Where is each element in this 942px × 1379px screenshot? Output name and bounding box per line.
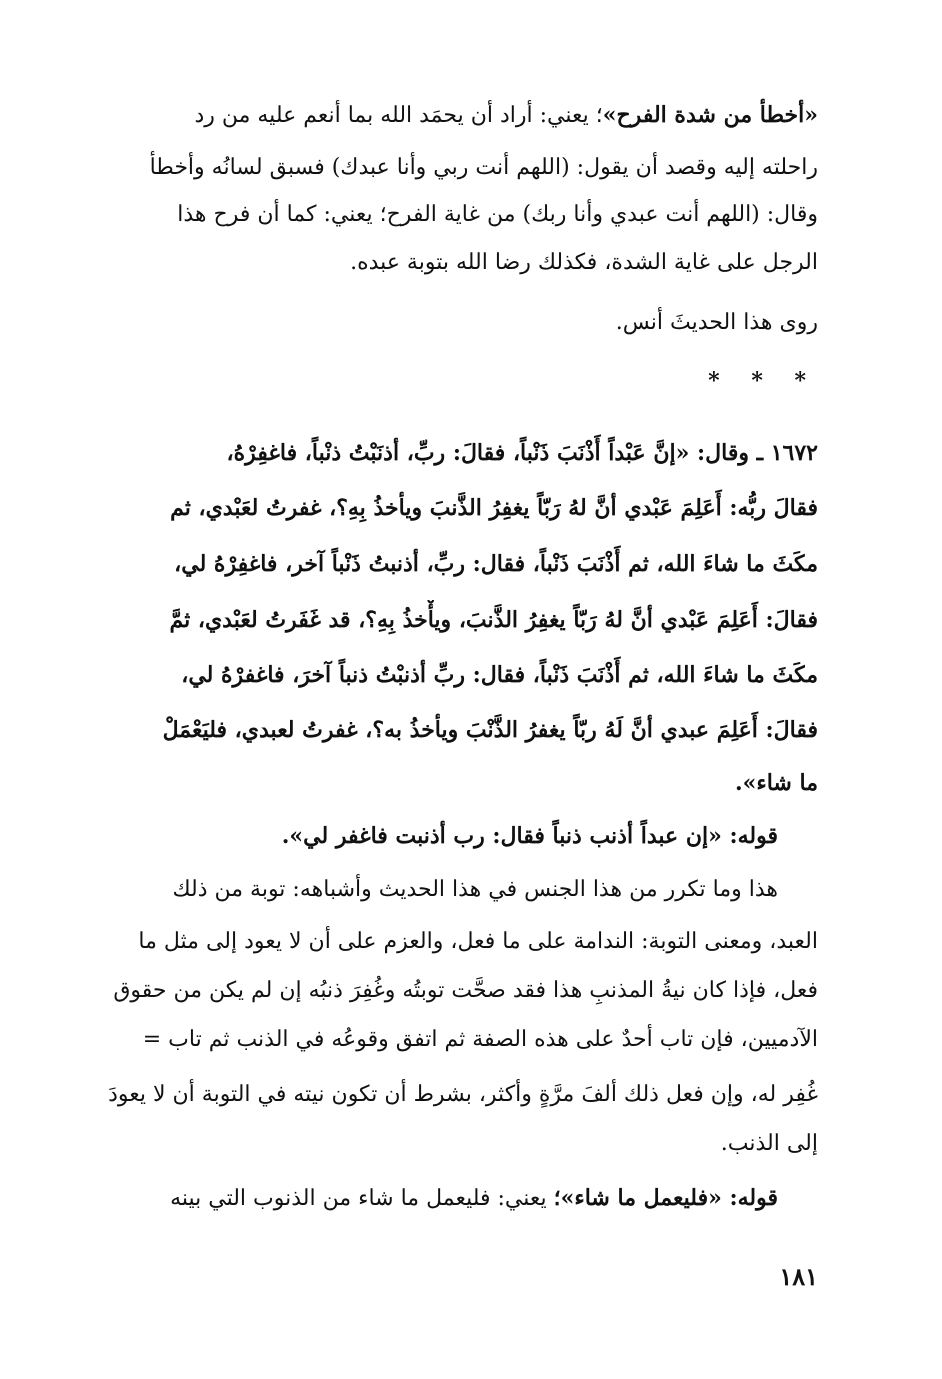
- paragraph-line: هذا وما تكرر من هذا الجنس في هذا الحديث وأشباهه: توبة من ذلك: [172, 877, 778, 902]
- comment-heading: قوله: «إن عبداً أذنب ذنباً فقال: رب أذنبت فاغفر لي».: [281, 823, 778, 849]
- hadith-line: فقالَ: أَعَلِمَ عبدي أنَّ لَهُ ربّاً يغفرُ الذَّنْبَ ويأخذُ به؟، غفرتُ لعبدي، فليَعْمَلْ: [162, 717, 818, 743]
- paragraph-line: الرجل على غاية الشدة، فكذلك رضا الله بتوبة عبده.: [350, 250, 818, 275]
- hadith-line: ١٦٧٢ ـ وقال: «إنَّ عَبْداً أَذْنَبَ ذَنْباً، فقالَ: ربِّ، أذنَبْتُ ذنْباً، فاغفِرْهُ،: [226, 440, 818, 466]
- hadith-line: ما شاء».: [734, 770, 818, 796]
- text-segment: يعني: فليعمل ما شاء من الذنوب التي بينه: [170, 1186, 554, 1211]
- narrator-line: روى هذا الحديثَ أنس.: [615, 310, 818, 335]
- paragraph-line: الآدميين، فإن تاب أحدٌ على هذه الصفة ثم اتفق وقوعُه في الذنب ثم تاب =: [142, 1027, 818, 1052]
- paragraph-line: [104, 95, 818, 136]
- paragraph-line: غُفِر له، وإن فعل ذلك ألفَ مرَّةٍ وأكثر، بشرط أن تكون نيته في التوبة أن لا يعودَ: [108, 1082, 818, 1107]
- section-separator: * * *: [708, 368, 818, 394]
- paragraph-line: فعل، فإذا كان نيةُ المذنبِ هذا فقد صحَّت توبتُه وغُفِرَ ذنبُه إن لم يكن من حقوق: [113, 978, 818, 1003]
- text-segment: ؛ يعني: أراد أن يحمَد الله بما أنعم عليه من رد: [194, 103, 603, 128]
- hadith-line: مكَثَ ما شاءَ الله، ثم أَذْنَبَ ذَنْباً، فقال: ربِّ أذنبْتُ ذنباً آخرَ، فاغفرْهُ لي،: [181, 662, 818, 688]
- comment-heading: قوله: «فليعمل ما شاء»؛: [553, 1185, 778, 1211]
- comment-line: [104, 1178, 818, 1219]
- paragraph-line: العبد، ومعنى التوبة: الندامة على ما فعل، والعزم على أن لا يعود إلى مثل ما: [138, 929, 818, 954]
- paragraph-line: راحلته إليه وقصد أن يقول: (اللهم أنت ربي وأنا عبدك) فسبق لسانُه وأخطأ: [149, 155, 818, 180]
- quoted-phrase: «أخطأ من شدة الفرح»: [602, 102, 818, 128]
- paragraph-line: وقال: (اللهم أنت عبدي وأنا ربك) من غاية الفرح؛ يعني: كما أن فرح هذا: [177, 202, 818, 227]
- hadith-line: فقالَ: أَعَلِمَ عَبْدي أنَّ لهُ رَبّاً يغفِرُ الذَّنبَ، ويأْخذُ بِهِ؟، قد غَفَرتُ لعَبْدي، ثمَّ: [169, 607, 818, 633]
- hadith-line: فقالَ ربُّه: أَعَلِمَ عَبْدي أنَّ لهُ رَبّاً يغفِرُ الذَّنبَ ويأخذُ بِهِ؟، غفرتُ لعَبْدي، ثم: [170, 495, 818, 521]
- page-body: [104, 0, 818, 1379]
- paragraph-line: إلى الذنب.: [720, 1131, 818, 1156]
- hadith-line: مكَثَ ما شاءَ الله، ثم أَذْنَبَ ذَنْباً، فقال: ربِّ، أذنبتُ ذَنْباً آخر، فاغفِرْهُ لي،: [174, 551, 818, 577]
- page-number: ١٨١: [779, 1262, 818, 1291]
